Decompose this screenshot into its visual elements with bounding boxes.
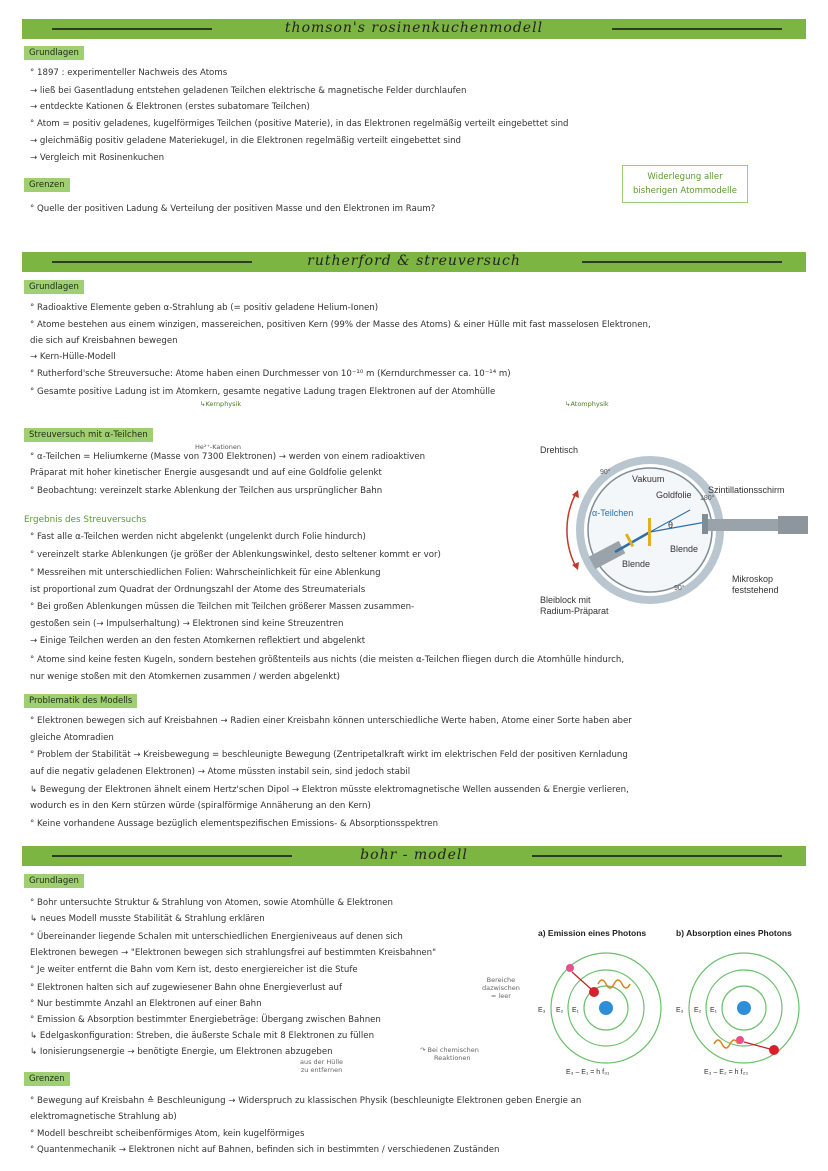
ergebnis-line-2: ° vereinzelt starke Ablenkungen (je größer der Ablenkungswinkel, desto seltener kommt er vor) bbox=[30, 550, 441, 560]
label-grenzen-3: Grenzen bbox=[24, 1072, 70, 1086]
note-kernphysik: ↳Kernphysik bbox=[200, 400, 242, 408]
rutherford-line-6: ° Gesamte positive Ladung ist im Atomkern, gesamte negative Ladung tragen Elektronen auf der Atomhülle bbox=[30, 387, 496, 397]
bohr-line-7: ° Nur bestimmte Anzahl an Elektronen auf einer Bahn bbox=[30, 999, 262, 1009]
ergebnis-line-8: ° Atome sind keine festen Kugeln, sondern bestehen größtenteils aus nichts (die meisten α-Teilchen fliegen durch die Atomhülle hindurch, bbox=[30, 655, 625, 665]
bohr-line-5: ° Je weiter entfernt die Bahn vom Kern ist, desto energiereicher ist die Stufe bbox=[30, 965, 358, 975]
problem-line-6: wodurch es in den Kern stürzen würde (spiralförmige Annäherung an den Kern) bbox=[30, 801, 371, 811]
emission-title: a) Emission eines Photons bbox=[538, 928, 647, 938]
label-blende-1: Blende bbox=[670, 544, 699, 554]
emission-e2: E₂ bbox=[556, 1007, 564, 1014]
rutherford-line-2: ° Atome bestehen aus einem winzigen, massereichen, positiven Kern (99% der Masse des Atoms) & einer Hülle mit fast masselosen Elektronen, bbox=[30, 320, 651, 330]
rutherford-line-3: die sich auf Kreisbahnen bewegen bbox=[30, 336, 178, 346]
label-mikroskop-1: Mikroskop bbox=[732, 574, 774, 584]
rotation-arrow-head-bottom bbox=[572, 562, 579, 570]
label-90-bottom: 90° bbox=[674, 585, 685, 592]
section-title-thomson: thomson's rosinenkuchenmodell bbox=[284, 20, 544, 36]
emission-diagram bbox=[536, 926, 666, 1076]
bohr-line-8: ° Emission & Absorption bestimmter Energiebeträge: Übergang zwischen Bahnen bbox=[30, 1015, 381, 1025]
note-chem-2: Reaktionen bbox=[434, 1054, 471, 1062]
note-bereiche-1: Bereiche bbox=[486, 976, 516, 984]
label-drehtisch: Drehtisch bbox=[540, 445, 579, 455]
emission-electron-start bbox=[566, 964, 574, 972]
absorption-electron-end bbox=[769, 1045, 779, 1055]
thomson-line-3: → entdeckte Kationen & Elektronen (erstes subatomare Teilchen) bbox=[30, 102, 310, 112]
rutherford-line-1: ° Radioaktive Elemente geben α-Strahlung ab (= positiv geladene Helium-Ionen) bbox=[30, 303, 379, 313]
problem-line-3: ° Problem der Stabilität → Kreisbewegung = beschleunigte Bewegung (Zentripetalkraft wirkt im elektrischen Feld der positiven Kernladung bbox=[30, 750, 628, 760]
problem-line-1: ° Elektronen bewegen sich auf Kreisbahnen → Radien einer Kreisbahn können unterschiedliche Werte haben, Atome einer Sorte haben aber bbox=[30, 716, 632, 726]
mikroskop-tube bbox=[708, 519, 778, 531]
section-banner-rutherford bbox=[22, 252, 806, 272]
note-huelle-2: zu entfernen bbox=[300, 1066, 343, 1074]
absorption-e2: E₂ bbox=[694, 1007, 702, 1014]
ergebnis-heading: Ergebnis des Streuversuchs bbox=[24, 515, 147, 525]
absorption-diagram bbox=[674, 926, 814, 1076]
box-line-2: bisherigen Atommodelle bbox=[633, 186, 737, 196]
note-bereiche-3: = leer bbox=[490, 992, 511, 1000]
emission-e3: E₃ bbox=[538, 1007, 546, 1014]
streu-line-3: ° Beobachtung: vereinzelt starke Ablenkung der Teilchen aus ursprünglicher Bahn bbox=[30, 486, 383, 496]
rotation-arrow-head-top bbox=[572, 490, 579, 498]
bohr-line-4: Elektronen bewegen → "Elektronen bewegen sich strahlungsfrei auf bestimmten Kreisbahnen" bbox=[30, 948, 437, 958]
label-szintillationsschirm: Szintillationsschirm bbox=[708, 485, 785, 495]
rotation-arrow bbox=[567, 495, 575, 565]
thomson-line-6: → Vergleich mit Rosinenkuchen bbox=[30, 153, 165, 163]
bohr-line-1: ° Bohr untersuchte Struktur & Strahlung von Atomen, sowie Atomhülle & Elektronen bbox=[30, 898, 393, 908]
bohr-grenzen-line-1: ° Bewegung auf Kreisbahn ≙ Beschleunigung → Widerspruch zu klassischen Physik (beschleunigte Elektronen geben Energie an bbox=[30, 1096, 582, 1106]
ergebnis-line-9: nur wenige stoßen mit den Atomkernen zusammen / werden abgelenkt) bbox=[30, 672, 340, 682]
label-grundlagen-1: Grundlagen bbox=[24, 46, 84, 60]
label-problematik: Problematik des Modells bbox=[24, 694, 137, 708]
thomson-line-1: ° 1897 : experimenteller Nachweis des Atoms bbox=[30, 68, 228, 78]
note-huelle-1: aus der Hülle bbox=[300, 1058, 344, 1066]
note-chem-1: ↷ Bei chemischen bbox=[420, 1046, 479, 1054]
streu-line-1: ° α-Teilchen = Heliumkerne (Masse von 7300 Elektronen) → werden von einem radioaktiven bbox=[30, 452, 426, 462]
label-mikroskop-2: feststehend bbox=[732, 585, 779, 595]
absorption-title: b) Absorption eines Photons bbox=[676, 928, 792, 938]
label-alpha-teilchen: α-Teilchen bbox=[592, 508, 634, 518]
bohr-line-6: ° Elektronen halten sich auf zugewiesener Bahn ohne Energieverlust auf bbox=[30, 983, 343, 993]
bohr-line-2: ↳ neues Modell musste Stabilität & Strahlung erklären bbox=[30, 914, 265, 924]
thomson-line-4: ° Atom = positiv geladenes, kugelförmiges Teilchen (positive Materie), in das Elektronen regelmäßig verteilt eingebettet sind bbox=[30, 119, 569, 129]
emission-e1: E₁ bbox=[572, 1007, 580, 1014]
label-grundlagen-3: Grundlagen bbox=[24, 874, 84, 888]
emission-formula: E₃ – E₁ = h f₃₁ bbox=[566, 1069, 610, 1076]
problem-line-5: ↳ Bewegung der Elektronen ähnelt einem Hertz'schen Dipol → Elektron müsste elektromagnetische Wellen aussenden & Energie verlieren, bbox=[30, 785, 629, 795]
problem-line-7: ° Keine vorhandene Aussage bezüglich elementspezifischen Emissions- & Absorptionsspektren bbox=[30, 819, 439, 829]
label-bleiblock-2: Radium-Präparat bbox=[540, 606, 609, 616]
note-bereiche-2: dazwischen bbox=[482, 984, 520, 992]
ergebnis-line-7: → Einige Teilchen werden an den festen Atomkernen reflektiert und abgelenkt bbox=[30, 636, 366, 646]
ergebnis-line-3: ° Messreihen mit unterschiedlichen Folien: Wahrscheinlichkeit für eine Ablenkung bbox=[30, 568, 381, 578]
section-banner-thomson bbox=[22, 19, 806, 39]
rutherford-line-4: → Kern-Hülle-Modell bbox=[30, 352, 116, 362]
absorption-nucleus bbox=[737, 1001, 751, 1015]
screen-mark bbox=[702, 514, 708, 534]
label-180: 180° bbox=[700, 495, 715, 502]
box-line-1: Widerlegung aller bbox=[647, 172, 723, 182]
note-bereiche bbox=[482, 976, 520, 1000]
bohr-line-9: ↳ Edelgaskonfiguration: Streben, die äußerste Schale mit 8 Elektronen zu füllen bbox=[30, 1031, 375, 1041]
bohr-grenzen-line-4: ° Quantenmechanik → Elektronen nicht auf Bahnen, befinden sich in bestimmten / verschiedenen Zuständen bbox=[30, 1145, 500, 1155]
note-kationen: He²⁺-Kationen bbox=[195, 443, 241, 451]
label-streuversuch: Streuversuch mit α-Teilchen bbox=[24, 428, 153, 442]
label-blende-2: Blende bbox=[622, 559, 651, 569]
mikroskop-eyepiece bbox=[778, 516, 808, 534]
ergebnis-line-1: ° Fast alle α-Teilchen werden nicht abgelenkt (ungelenkt durch Folie hindurch) bbox=[30, 532, 366, 542]
section-banner-bohr bbox=[22, 846, 806, 866]
streu-line-2: Präparat mit hoher kinetischer Energie ausgesandt und auf eine Goldfolie gelenkt bbox=[30, 468, 382, 478]
absorption-e1: E₁ bbox=[710, 1007, 718, 1014]
ergebnis-line-6: gestoßen sein (→ Impulserhaltung) → Elektronen sind keine Streuzentren bbox=[30, 619, 344, 629]
absorption-formula: E₃ – E₂ = h f₂₃ bbox=[704, 1069, 749, 1076]
bohr-line-10: ↳ Ionisierungsenergie → benötigte Energie, um Elektronen abzugeben bbox=[30, 1047, 333, 1057]
absorption-e3: E₃ bbox=[676, 1007, 684, 1014]
thomson-grenzen-line: ° Quelle der positiven Ladung & Verteilung der positiven Masse und den Elektronen im Raum? bbox=[30, 204, 436, 214]
problem-line-4: auf die negativ geladenen Elektronen) → Atome müssten instabil sein, sind jedoch stabil bbox=[30, 767, 411, 777]
label-90-top: 90° bbox=[600, 469, 611, 476]
section-title-rutherford: rutherford & streuversuch bbox=[307, 253, 521, 269]
thomson-line-5: → gleichmäßig positiv geladene Materiekugel, in die Elektronen regelmäßig verteilt eingebettet sind bbox=[30, 136, 462, 146]
emission-nucleus bbox=[599, 1001, 613, 1015]
bohr-grenzen-line-2: elektromagnetische Strahlung ab) bbox=[30, 1112, 177, 1122]
label-grundlagen-2: Grundlagen bbox=[24, 280, 84, 294]
label-grenzen-1: Grenzen bbox=[24, 178, 70, 192]
thomson-line-2: → ließ bei Gasentladung entstehen geladenen Teilchen elektrische & magnetische Felder durchlaufen bbox=[30, 86, 467, 96]
widerlegung-box bbox=[622, 165, 748, 203]
problem-line-2: gleiche Atomradien bbox=[30, 733, 114, 743]
rutherford-apparatus-diagram bbox=[530, 440, 820, 620]
label-bleiblock-1: Bleiblock mit bbox=[540, 595, 591, 605]
label-vakuum: Vakuum bbox=[632, 474, 665, 484]
ergebnis-line-5: ° Bei großen Ablenkungen müssen die Teilchen mit Teilchen größerer Massen zusammen- bbox=[30, 602, 415, 612]
section-title-bohr: bohr - modell bbox=[360, 847, 468, 863]
note-atomphysik: ↳Atomphysik bbox=[565, 400, 609, 408]
bohr-line-3: ° Übereinander liegende Schalen mit unterschiedlichen Energieniveaus auf denen sich bbox=[30, 932, 403, 942]
note-chemisch bbox=[420, 1046, 479, 1062]
goldfolie-mark bbox=[648, 518, 651, 546]
ergebnis-line-4: ist proportional zum Quadrat der Ordnungszahl der Atome des Streumaterials bbox=[30, 585, 366, 595]
label-theta: θ bbox=[668, 520, 674, 530]
note-huelle bbox=[300, 1058, 343, 1074]
bohr-grenzen-line-3: ° Modell beschreibt scheibenförmiges Atom, kein kugelförmiges bbox=[30, 1129, 305, 1139]
label-goldfolie: Goldfolie bbox=[656, 490, 692, 500]
rutherford-line-5: ° Rutherford'sche Streuversuche: Atome haben einen Durchmesser von 10⁻¹⁰ m (Kerndurchmesser ca. 10⁻¹⁴ m) bbox=[30, 369, 511, 379]
